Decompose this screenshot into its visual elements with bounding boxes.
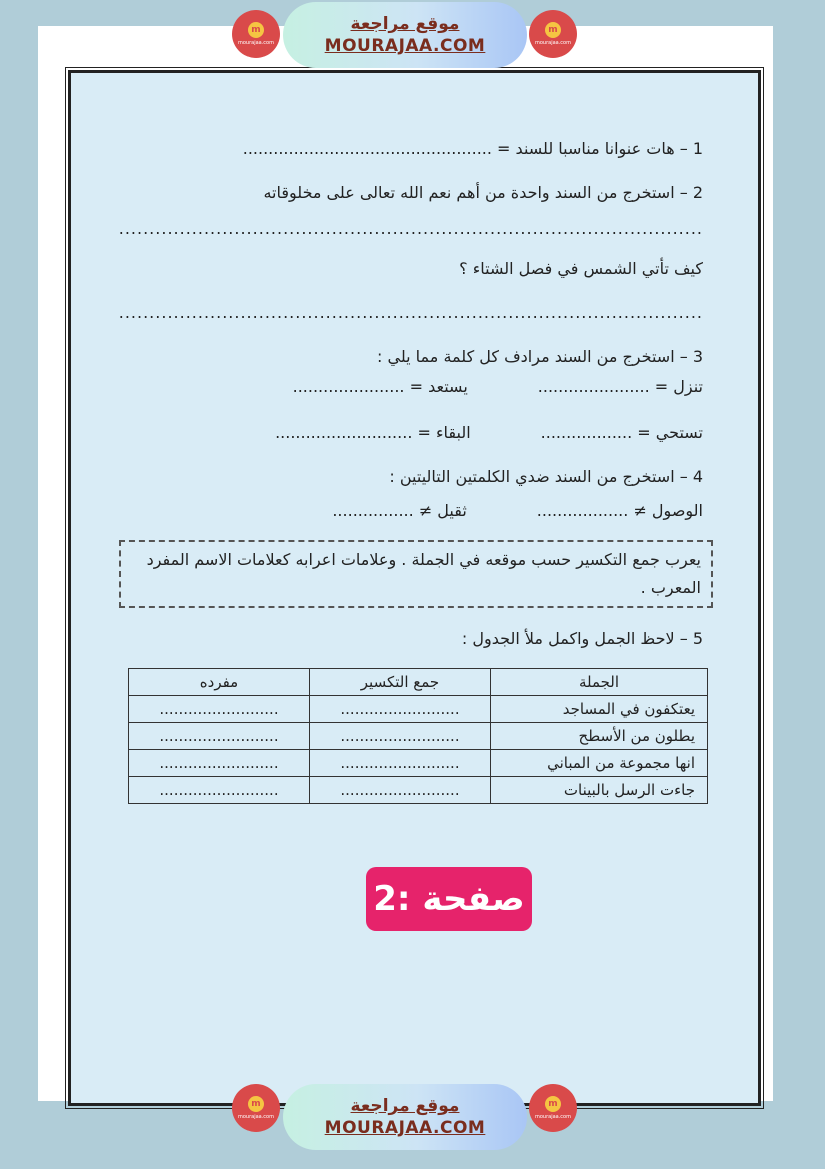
question-5-text: 5 – لاحظ الجمل واكمل ملأ الجدول : xyxy=(461,629,703,648)
cell-sentence: جاءت الرسل بالبينات xyxy=(490,777,707,804)
logo-mark-icon: m xyxy=(248,1096,264,1112)
site-name-arabic: موقع مراجعة xyxy=(350,14,460,34)
synonym-answer: ...................... xyxy=(537,377,650,396)
table-header-row xyxy=(129,669,708,696)
synonym-answer: ........................... xyxy=(275,423,413,442)
synonym-item xyxy=(275,423,471,442)
cell-plural: ......................... xyxy=(310,750,491,777)
cell-singular: ......................... xyxy=(129,723,310,750)
synonym-item xyxy=(293,377,468,396)
cell-singular: ......................... xyxy=(129,696,310,723)
question-2-answer: ................................................................................................ xyxy=(118,219,703,238)
synonym-answer: .................. xyxy=(540,423,633,442)
header-singular: مفرده xyxy=(129,669,310,696)
question-2-answer-line xyxy=(118,219,703,238)
cell-singular: ......................... xyxy=(129,750,310,777)
cell-plural: ......................... xyxy=(310,777,491,804)
synonym-item xyxy=(541,423,703,442)
worksheet-frame xyxy=(68,70,761,1106)
question-4-text: 4 – استخرج من السند ضدي الكلمتين التاليتين : xyxy=(389,467,703,486)
cell-plural: ......................... xyxy=(310,696,491,723)
question-2b-answer: ................................................................................................ xyxy=(118,303,703,322)
antonym-item xyxy=(537,501,703,520)
site-name-arabic: موقع مراجعة xyxy=(350,1096,460,1116)
synonym-word: البقاء = xyxy=(417,423,471,442)
site-logo-left xyxy=(232,10,280,58)
site-name-english: MOURAJAA.COM xyxy=(324,1118,486,1138)
cell-plural: ......................... xyxy=(310,723,491,750)
site-logo-right-bottom xyxy=(529,1084,577,1132)
logo-mark-icon: m xyxy=(545,1096,561,1112)
question-4-row xyxy=(126,501,703,520)
antonym-word: ثقيل ≠ xyxy=(418,501,467,520)
cell-singular: ......................... xyxy=(129,777,310,804)
logo-caption: mourajaa.com xyxy=(534,1114,571,1120)
question-3-row-2 xyxy=(126,423,703,442)
synonym-word: تنزل = xyxy=(654,377,703,396)
synonym-word: تستحي = xyxy=(637,423,703,442)
logo-mark-icon: m xyxy=(545,22,561,38)
synonym-answer: ...................... xyxy=(292,377,405,396)
question-2b-text: كيف تأتي الشمس في فصل الشتاء ؟ xyxy=(459,259,703,278)
table-row xyxy=(129,723,708,750)
logo-caption: mourajaa.com xyxy=(237,1114,274,1120)
question-2b xyxy=(126,259,703,278)
logo-caption: mourajaa.com xyxy=(237,40,274,46)
question-2 xyxy=(126,183,703,202)
question-1 xyxy=(126,139,703,158)
synonym-word: يستعد = xyxy=(409,377,468,396)
table-row xyxy=(129,777,708,804)
site-name-english: MOURAJAA.COM xyxy=(324,36,486,56)
question-4 xyxy=(126,467,703,486)
antonym-answer: ................ xyxy=(332,501,414,520)
site-banner-bottom[interactable] xyxy=(283,1084,527,1150)
plural-table xyxy=(128,668,708,804)
question-2b-answer-line xyxy=(118,303,703,322)
question-3-row-1 xyxy=(126,377,703,396)
table-row xyxy=(129,750,708,777)
site-logo-left-bottom xyxy=(232,1084,280,1132)
antonym-answer: .................. xyxy=(536,501,629,520)
grammar-note-box xyxy=(119,540,713,608)
antonym-item xyxy=(332,501,466,520)
header-plural: جمع التكسير xyxy=(310,669,491,696)
cell-sentence: يعتكفون في المساجد xyxy=(490,696,707,723)
synonym-item xyxy=(538,377,703,396)
page-number-badge: صفحة :2 xyxy=(366,867,532,931)
question-1-text: 1 – هات عنوانا مناسبا للسند = xyxy=(497,139,703,158)
question-1-answer: ................................................. xyxy=(242,139,492,158)
cell-sentence: يطلون من الأسطح xyxy=(490,723,707,750)
site-banner-top[interactable] xyxy=(283,2,527,68)
cell-sentence: انها مجموعة من المباني xyxy=(490,750,707,777)
antonym-word: الوصول ≠ xyxy=(633,501,703,520)
worksheet-content xyxy=(71,73,758,1103)
site-logo-right xyxy=(529,10,577,58)
logo-caption: mourajaa.com xyxy=(534,40,571,46)
question-3-text: 3 – استخرج من السند مرادف كل كلمة مما يلي : xyxy=(377,347,703,366)
table-row xyxy=(129,696,708,723)
header-sentence: الجملة xyxy=(490,669,707,696)
question-5 xyxy=(126,629,703,648)
logo-mark-icon: m xyxy=(248,22,264,38)
question-3 xyxy=(126,347,703,366)
question-2-text: 2 – استخرج من السند واحدة من أهم نعم الله تعالى على مخلوقاته xyxy=(263,183,703,202)
grammar-note-text: يعرب جمع التكسير حسب موقعه في الجملة . وعلامات اعرابه كعلامات الاسم المفرد المعرب . xyxy=(146,550,701,597)
